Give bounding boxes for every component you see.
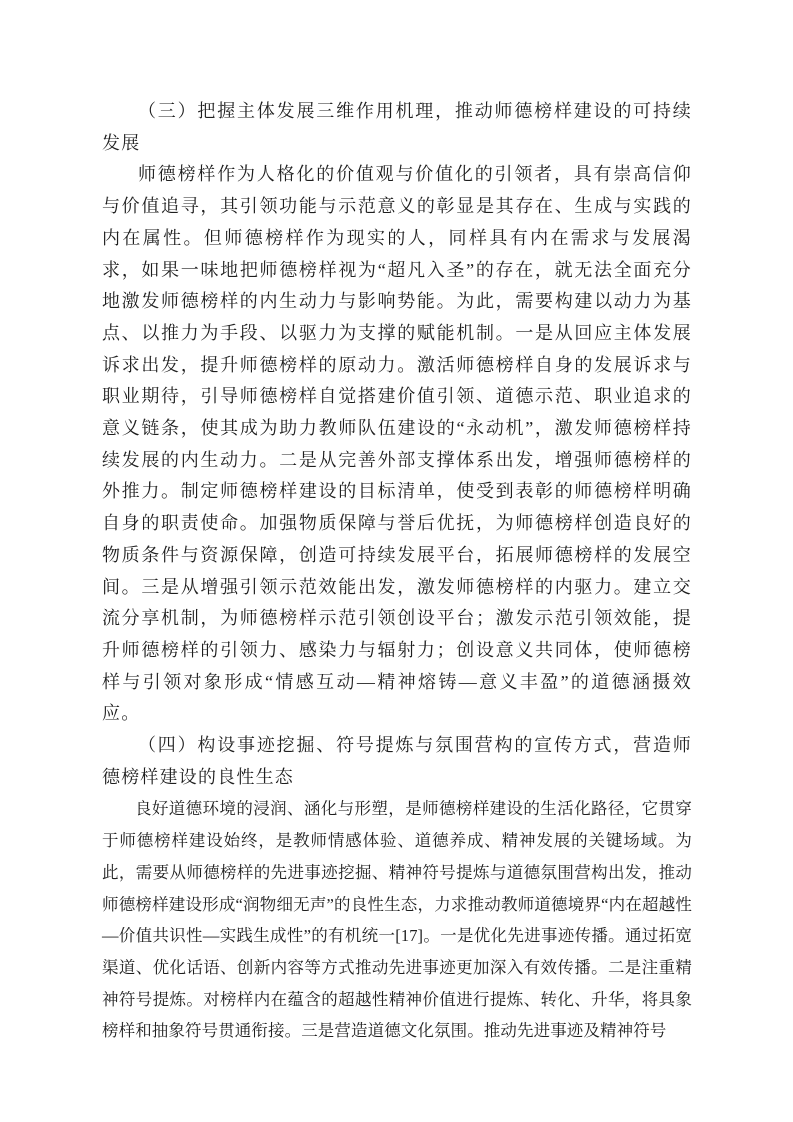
- subsection-heading-four: （四）构设事迹挖掘、符号提炼与氛围营构的宣传方式，营造师德榜样建设的良性生态: [102, 735, 692, 787]
- subsection-three-body-paragraph: 师德榜样作为人格化的价值观与价值化的引领者，具有崇高信仰与价值追寻，其引领功能与示范意义的彰显是其存在、生成与实践的内在属性。但师德榜样作为现实的人，同样具有内在需求与发展渴求，如果一味地把师德榜样视为“超凡入圣”的存在，就无法全面充分地激发师德榜样的内生动力与影响势能。为此，需要构建以动力为基点、以推力为手段、以驱力为支撑的赋能机制。一是从回应主体发展诉求出发，提升师德榜样的原动力。激活师德榜样自身的发展诉求与职业期待，引导师德榜样自觉搭建价值引领、道德示范、职业追求的意义链条，使其成为助力教师队伍建设的“永动机”，激发师德榜样持续发展的内生动力。二是从完善外部支撑体系出发，增强师德榜样的外推力。制定师德榜样建设的目标清单，使受到表彰的师德榜样明确自身的职责使命。加强物质保障与誉后优抚，为师德榜样创造良好的物质条件与资源保障，创造可持续发展平台，拓展师德榜样的发展空间。三是从增强引领示范效能出发，激发师德榜样的内驱力。建立交流分享机制，为师德榜样示范引领创设平台；激发示范引领效能，提升师德榜样的引领力、感染力与辐射力；创设意义共同体，使师德榜样与引领对象形成“情感互动—精神熔铸—意义丰盈”的道德涵摄效应。: [102, 164, 692, 724]
- subsection-heading-three: （三）把握主体发展三维作用机理，推动师德榜样建设的可持续发展: [102, 101, 692, 153]
- subsection-four-body-paragraph: 良好道德环境的浸润、涵化与形塑，是师德榜样建设的生活化路径，它贯穿于师德榜样建设始终，是教师情感体验、道德养成、精神发展的关键场域。为此，需要从师德榜样的先进事迹挖掘、精神符号提炼与道德氛围营构出发，推动师德榜样建设形成“润物细无声”的良性生态，力求推动教师道德境界“内在超越性—价值共识性—实践生成性”的有机统一[17]。一是优化先进事迹传播。通过拓宽渠道、优化话语、创新内容等方式推动先进事迹更加深入有效传播。二是注重精神符号提炼。对榜样内在蕴含的超越性精神价值进行提炼、转化、升华，将具象榜样和抽象符号贯通衔接。三是营造道德文化氛围。推动先进事迹及精神符号: [102, 799, 692, 1041]
